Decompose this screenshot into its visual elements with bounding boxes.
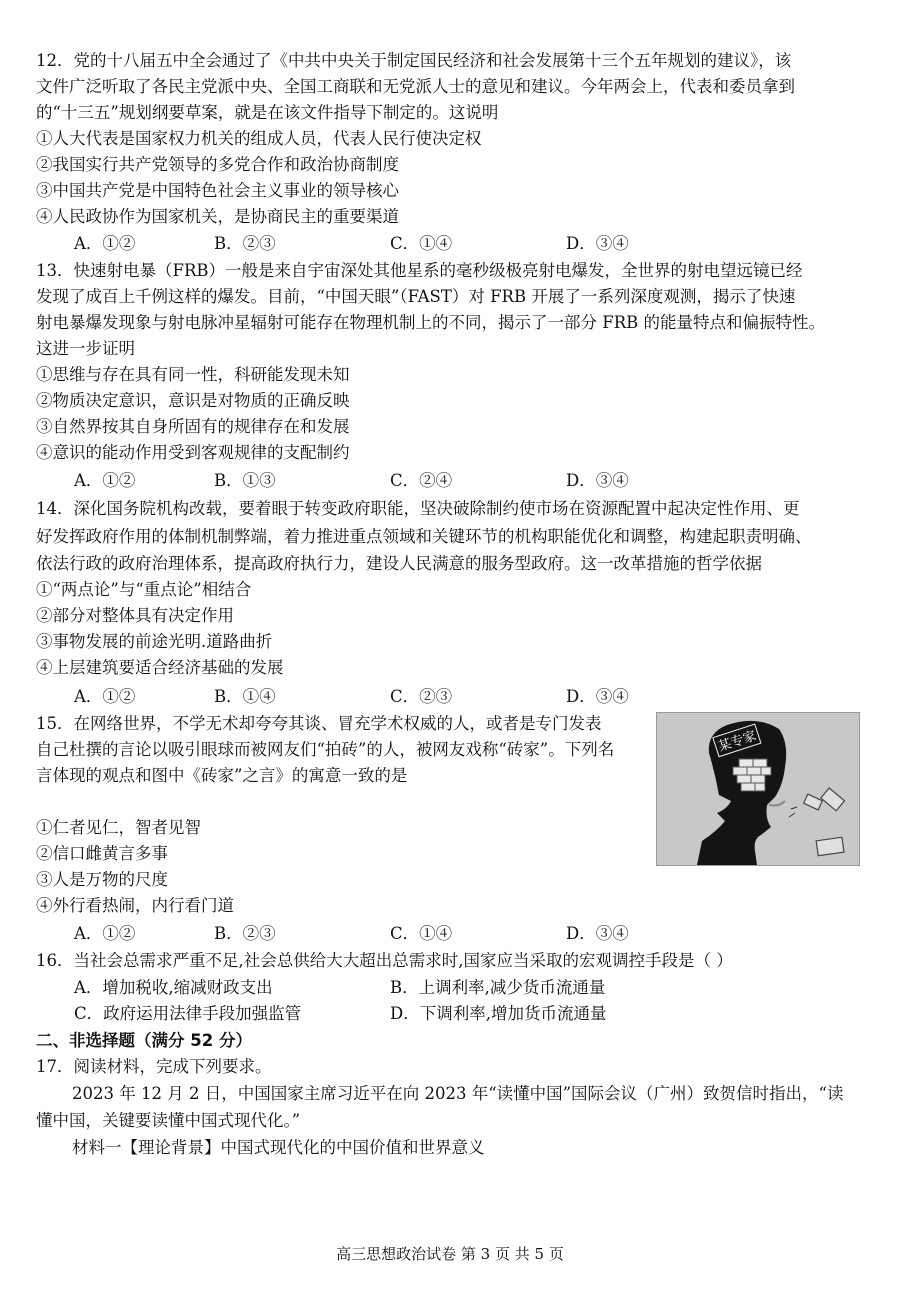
q12-statement-3: ③中国共产党是中国特色社会主义事业的领导核心 [36,181,399,200]
q14-stem-line-2: 好发挥政府作用的体制机制弊端，着力推进重点领域和关键环节的机构职能优化和调整，构建起职责明确、 [36,527,812,546]
q15-statement-1: ①仁者见仁，智者见智 [36,818,201,837]
q14-statement-3: ③事物发展的前途光明.道路曲折 [36,632,273,651]
q16-option-c: C．政府运用法律手段加强监管 [74,1004,302,1023]
q15-stem-line-3: 言体现的观点和图中《砖家”之言》的寓意一致的是 [36,766,408,785]
q12-statement-2: ②我国实行共产党领导的多党合作和政治协商制度 [36,155,399,174]
q13-statement-4: ④意识的能动作用受到客观规律的支配制约 [36,443,350,462]
q14-option-b: B．①④ [214,687,276,706]
q17-paragraph-line-1: 2023 年 12 月 2 日，中国国家主席习近平在向 2023 年“读懂中国”国际会议（广州）致贺信时指出，“读 [72,1084,844,1103]
q13-stem-line-4: 这进一步证明 [36,339,135,358]
q13-statement-2: ②物质决定意识，意识是对物质的正确反映 [36,391,350,410]
q17-material-1-heading: 材料一【理论背景】中国式现代化的中国价值和世界意义 [72,1138,485,1157]
q13-option-d: D．③④ [566,471,629,490]
q14-option-a: A．①② [74,687,136,706]
q13-stem-line-3: 射电暴爆发现象与射电脉冲星辐射可能存在物理机制上的不同，揭示了一部分 FRB 的能量特点和偏振特性。 [36,313,825,332]
q15-stem-line-1: 15．在网络世界，不学无术却夸夸其谈、冒充学术权威的人，或者是专门发表 [36,714,602,733]
q13-stem-line-2: 发现了成百上千例这样的爆发。目前，“中国天眼”（FAST）对 FRB 开展了一系列深度观测，揭示了快速 [36,287,796,306]
q13-statement-3: ③自然界按其自身所固有的规律存在和发展 [36,417,350,436]
cartoon-label: 某专家 [716,728,759,755]
q12-stem-line-1: 12．党的十八届五中全会通过了《中共中央关于制定国民经济和社会发展第十三个五年规划的建议》，该 [36,51,792,70]
q12-stem-line-2: 文件广泛听取了各民主党派中央、全国工商联和无党派人士的意见和建议。今年两会上，代表和委员拿到 [36,77,795,96]
q13-option-c: C．②④ [390,471,453,490]
q15-option-b: B．②③ [214,924,276,943]
q13-option-a: A．①② [74,471,136,490]
q17-paragraph-line-2: 懂中国，关键要读懂中国式现代化。” [36,1111,301,1130]
q14-option-d: D．③④ [566,687,629,706]
q16-stem: 16．当社会总需求严重不足,社会总供给大大超出总需求时,国家应当采取的宏观调控手段是（ ） [36,951,733,970]
q16-option-d: D．下调利率,增加货币流通量 [390,1004,607,1023]
q12-option-b: B．②③ [214,234,276,253]
q16-option-b: B．上调利率,减少货币流通量 [390,978,606,997]
q15-statement-2: ②信口雌黄言多事 [36,844,168,863]
page-footer: 高三思想政治试卷 第 3 页 共 5 页 [336,1245,564,1263]
q13-statement-1: ①思维与存在具有同一性，科研能发现未知 [36,365,350,384]
q15-option-d: D．③④ [566,924,629,943]
q12-statement-4: ④人民政协作为国家机关，是协商民主的重要渠道 [36,207,399,226]
q14-stem-line-1: 14．深化国务院机构改载，要着眼于转变政府职能，坚决破除制约使市场在资源配置中起决定性作用、更 [36,499,800,518]
q15-option-a: A．①② [74,924,136,943]
q15-statement-4: ④外行看热闹，内行看门道 [36,896,234,915]
q14-stem-line-3: 依法行政的政府治理体系，提高政府执行力，建设人民满意的服务型政府。这一改革措施的哲学依据 [36,554,762,573]
q14-option-c: C．②③ [390,687,453,706]
q13-stem-line-1: 13．快速射电暴（FRB）一般是来自宇宙深处其他星系的毫秒级极亮射电爆发，全世界的射电望远镜已经 [36,261,803,280]
q12-option-c: C．①④ [390,234,453,253]
q12-option-a: A．①② [74,234,136,253]
brick-expert-cartoon [656,712,860,866]
q13-option-b: B．①③ [214,471,276,490]
cartoon-illustration [657,713,859,865]
q15-option-c: C．①④ [390,924,453,943]
q14-statement-4: ④上层建筑要适合经济基础的发展 [36,658,284,677]
q12-statement-1: ①人大代表是国家权力机关的组成人员，代表人民行使决定权 [36,129,482,148]
q12-stem-line-3: 的“十三五”规划纲要草案，就是在该文件指导下制定的。这说明 [36,103,499,122]
q17-intro: 17．阅读材料，完成下列要求。 [36,1057,272,1076]
q14-statement-1: ①“两点论”与“重点论”相结合 [36,580,252,599]
q14-statement-2: ②部分对整体具有决定作用 [36,606,234,625]
section-2-heading: 二、非选择题（满分 52 分） [36,1031,252,1050]
q12-option-d: D．③④ [566,234,629,253]
q15-stem-line-2: 自己杜撰的言论以吸引眼球而被网友们“拍砖”的人，被网友戏称“砖家”。下列名 [36,740,615,759]
q15-statement-3: ③人是万物的尺度 [36,870,168,889]
q16-option-a: A．增加税收,缩减财政支出 [74,978,273,997]
